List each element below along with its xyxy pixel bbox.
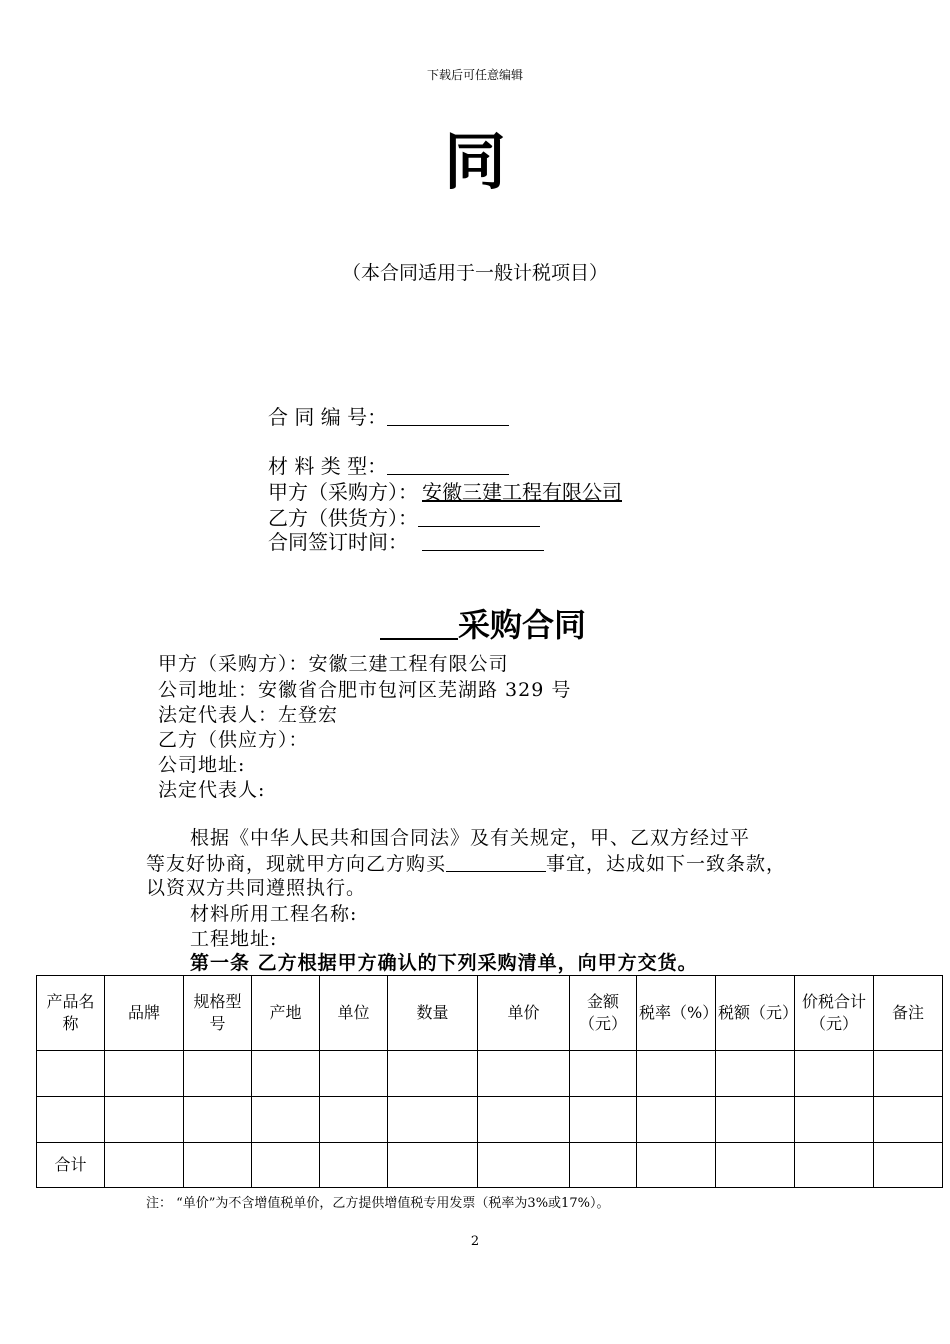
sign-date-blank [422, 530, 544, 551]
table-cell [184, 1143, 252, 1188]
article-1-heading: 第一条 乙方根据甲方确认的下列采购清单，向甲方交货。 [190, 952, 698, 974]
header-cell: 产品名称 [37, 976, 105, 1051]
table-cell [105, 1097, 184, 1143]
table-cell [795, 1051, 874, 1097]
contract-number-field [268, 404, 509, 430]
purchase-item-blank [446, 851, 546, 872]
contract-heading [380, 604, 586, 646]
table-cell [570, 1051, 637, 1097]
table-cell [478, 1143, 570, 1188]
table-cell [105, 1143, 184, 1188]
page-header: 下载后可任意编辑 [426, 68, 523, 82]
field-label: 乙方（供货方）： [268, 506, 418, 530]
table-cell [37, 1051, 105, 1097]
table-cell [252, 1097, 320, 1143]
material-type-field [268, 453, 509, 479]
field-label: 甲方（采购方）： [268, 480, 418, 504]
table-row [37, 1051, 943, 1097]
contract-type-blank [380, 608, 458, 640]
party-a-line: 甲方（采购方）：安徽三建工程有限公司 [158, 653, 509, 675]
party-a-address-line: 公司地址：安徽省合肥市包河区芜湖路 329 号 [158, 679, 572, 701]
table-cell [388, 1097, 478, 1143]
header-cell: 产地 [252, 976, 320, 1051]
table-cell [874, 1051, 943, 1097]
table-cell [320, 1143, 388, 1188]
party-a-value: 安徽三建工程有限公司 [422, 480, 622, 504]
table-header-row [37, 976, 943, 1051]
table-cell [795, 1143, 874, 1188]
table-cell [252, 1051, 320, 1097]
table-cell [184, 1051, 252, 1097]
table-cell [388, 1143, 478, 1188]
sign-date-field [268, 529, 544, 555]
table-cell [637, 1097, 716, 1143]
header-cell: 备注 [874, 976, 943, 1051]
intro-paragraph-line3: 以资双方共同遵照执行。 [146, 877, 367, 899]
contract-number-blank [387, 405, 509, 426]
material-type-blank [387, 454, 509, 475]
table-total-row [37, 1143, 943, 1188]
header-cell: 规格型号 [184, 976, 252, 1051]
table-cell [795, 1097, 874, 1143]
total-label: 合计 [37, 1143, 105, 1188]
table-cell [570, 1143, 637, 1188]
table-cell [874, 1143, 943, 1188]
header-cell: 数量 [388, 976, 478, 1051]
table-cell [478, 1051, 570, 1097]
table-cell [716, 1051, 795, 1097]
contract-title: 采购合同 [458, 606, 587, 644]
table-cell [184, 1097, 252, 1143]
party-b-representative-line: 法定代表人: [158, 779, 266, 801]
purchase-list-table [36, 975, 943, 1188]
table-cell [478, 1097, 570, 1143]
table-cell [252, 1143, 320, 1188]
table-cell [716, 1097, 795, 1143]
table-cell [320, 1051, 388, 1097]
table-row [37, 1097, 943, 1143]
intro-paragraph-line2 [146, 851, 786, 877]
header-cell: 价税合计（元） [795, 976, 874, 1051]
cover-title: 同 [443, 125, 506, 198]
project-address-label: 工程地址: [190, 928, 278, 950]
header-cell: 单价 [478, 976, 570, 1051]
header-cell: 金额（元） [570, 976, 637, 1051]
table-cell [37, 1097, 105, 1143]
party-b-line: 乙方（供应方）： [158, 729, 309, 751]
field-label: 合 同 编 号： [268, 405, 388, 429]
table-cell [570, 1097, 637, 1143]
table-cell [874, 1097, 943, 1143]
intro-text-b: 事宜，达成如下一致条款， [546, 853, 787, 875]
table-cell [637, 1143, 716, 1188]
field-label: 材 料 类 型： [268, 454, 388, 478]
table-cell [388, 1051, 478, 1097]
party-a-field [268, 479, 626, 505]
table-cell [320, 1097, 388, 1143]
intro-paragraph-line1: 根据《中华人民共和国合同法》及有关规定，甲、乙双方经过平 [190, 827, 751, 849]
page-number: 2 [470, 1234, 480, 1249]
table-cell [716, 1143, 795, 1188]
party-b-address-line: 公司地址: [158, 754, 246, 776]
header-cell: 税率（%） [637, 976, 716, 1051]
table-cell [105, 1051, 184, 1097]
cover-subtitle: （本合同适用于一般计税项目） [341, 262, 608, 284]
header-cell: 税额（元） [716, 976, 795, 1051]
party-b-blank [418, 506, 540, 527]
field-label: 合同签订时间： [268, 530, 408, 554]
header-cell: 单位 [320, 976, 388, 1051]
intro-text-a: 等友好协商，现就甲方向乙方购买 [146, 853, 447, 875]
party-a-representative-line: 法定代表人：左登宏 [158, 704, 339, 726]
party-b-field [268, 505, 540, 531]
header-cell: 品牌 [105, 976, 184, 1051]
project-name-label: 材料所用工程名称: [190, 903, 358, 925]
table-note: 注： “单价”为不含增值税单价，乙方提供增值税专用发票（税率为3%或17%）。 [146, 1196, 610, 1211]
table-cell [637, 1051, 716, 1097]
